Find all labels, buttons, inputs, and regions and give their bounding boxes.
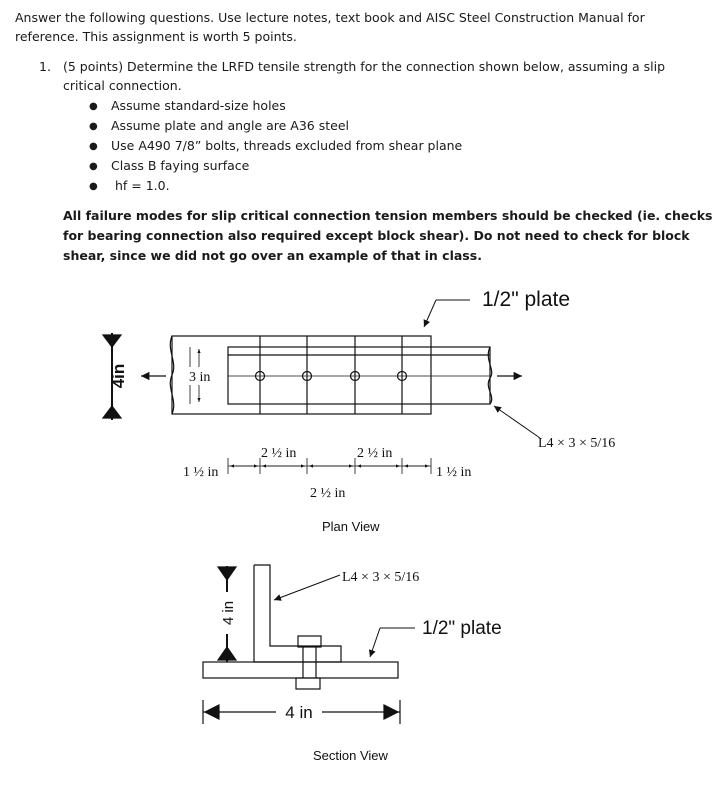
section-view-caption: Section View bbox=[313, 748, 388, 763]
plan-three-in-label: 3 in bbox=[189, 370, 211, 385]
bullet-dot: ● bbox=[89, 141, 98, 152]
dim-pitch-2-label: 2 ½ in bbox=[310, 486, 346, 501]
section-plate-leader-arrow bbox=[370, 628, 380, 657]
bolt-head bbox=[298, 636, 321, 647]
angle-leader bbox=[494, 406, 540, 438]
question-line-1: (5 points) Determine the LRFD tensile strength for the connection shown below, assuming a slip bbox=[63, 59, 666, 74]
section-height-dim-label: 4 in bbox=[220, 600, 237, 626]
dim-edge-right-label: 1 ½ in bbox=[436, 465, 472, 480]
plan-angle-label: L4 × 3 × 5/16 bbox=[538, 436, 616, 451]
plan-view-caption: Plan View bbox=[322, 519, 380, 534]
section-width-arrow-left bbox=[205, 705, 219, 719]
section-height-arrow-top bbox=[218, 567, 236, 580]
plan-view bbox=[103, 300, 540, 474]
bolt-nut bbox=[296, 678, 320, 689]
plan-plate-label: 1/2" plate bbox=[482, 288, 571, 311]
dim-pitch-3-label: 2 ½ in bbox=[357, 446, 393, 461]
four-in-arrow-top bbox=[103, 335, 121, 347]
bullet-dot: ● bbox=[89, 121, 98, 132]
bullet-dot: ● bbox=[89, 101, 98, 112]
dim-edge-left-label: 1 ½ in bbox=[183, 465, 219, 480]
plan-height-dim-label: 4in bbox=[109, 363, 128, 389]
bullet-dot: ● bbox=[89, 161, 98, 172]
section-width-arrow-right bbox=[384, 705, 398, 719]
question-line-2: critical connection. bbox=[63, 78, 182, 93]
section-angle-label: L4 × 3 × 5/16 bbox=[342, 570, 420, 585]
question-number: 1. bbox=[39, 59, 51, 74]
note-line-2: for bearing connection also required except block shear). Do not need to check for block bbox=[63, 228, 690, 243]
section-plate-label: 1/2" plate bbox=[422, 618, 502, 639]
section-angle-leader bbox=[274, 575, 340, 600]
list-item: Assume standard-size holes bbox=[111, 98, 286, 113]
section-height-arrow-bottom bbox=[218, 647, 236, 660]
section-plate bbox=[203, 662, 398, 678]
four-in-arrow-bottom bbox=[103, 406, 121, 418]
plate-leader-arrow bbox=[424, 300, 436, 327]
list-item: hf = 1.0. bbox=[111, 178, 170, 193]
dim-pitch-1-label: 2 ½ in bbox=[261, 446, 297, 461]
list-item: Assume plate and angle are A36 steel bbox=[111, 118, 350, 133]
note-line-3: shear, since we did not go over an example of that in class. bbox=[63, 248, 482, 263]
bullet-dot: ● bbox=[89, 181, 98, 192]
list-item: Class B faying surface bbox=[111, 158, 250, 173]
intro-line-2: reference. This assignment is worth 5 points. bbox=[15, 29, 297, 44]
section-width-dim-label: 4 in bbox=[285, 703, 313, 722]
intro-line-1: Answer the following questions. Use lecture notes, text book and AISC Steel Construction Manual for bbox=[15, 10, 645, 25]
list-item: Use A490 7/8” bolts, threads excluded from shear plane bbox=[111, 138, 463, 153]
note-line-1: All failure modes for slip critical connection tension members should be checked (ie. checks bbox=[63, 208, 713, 223]
